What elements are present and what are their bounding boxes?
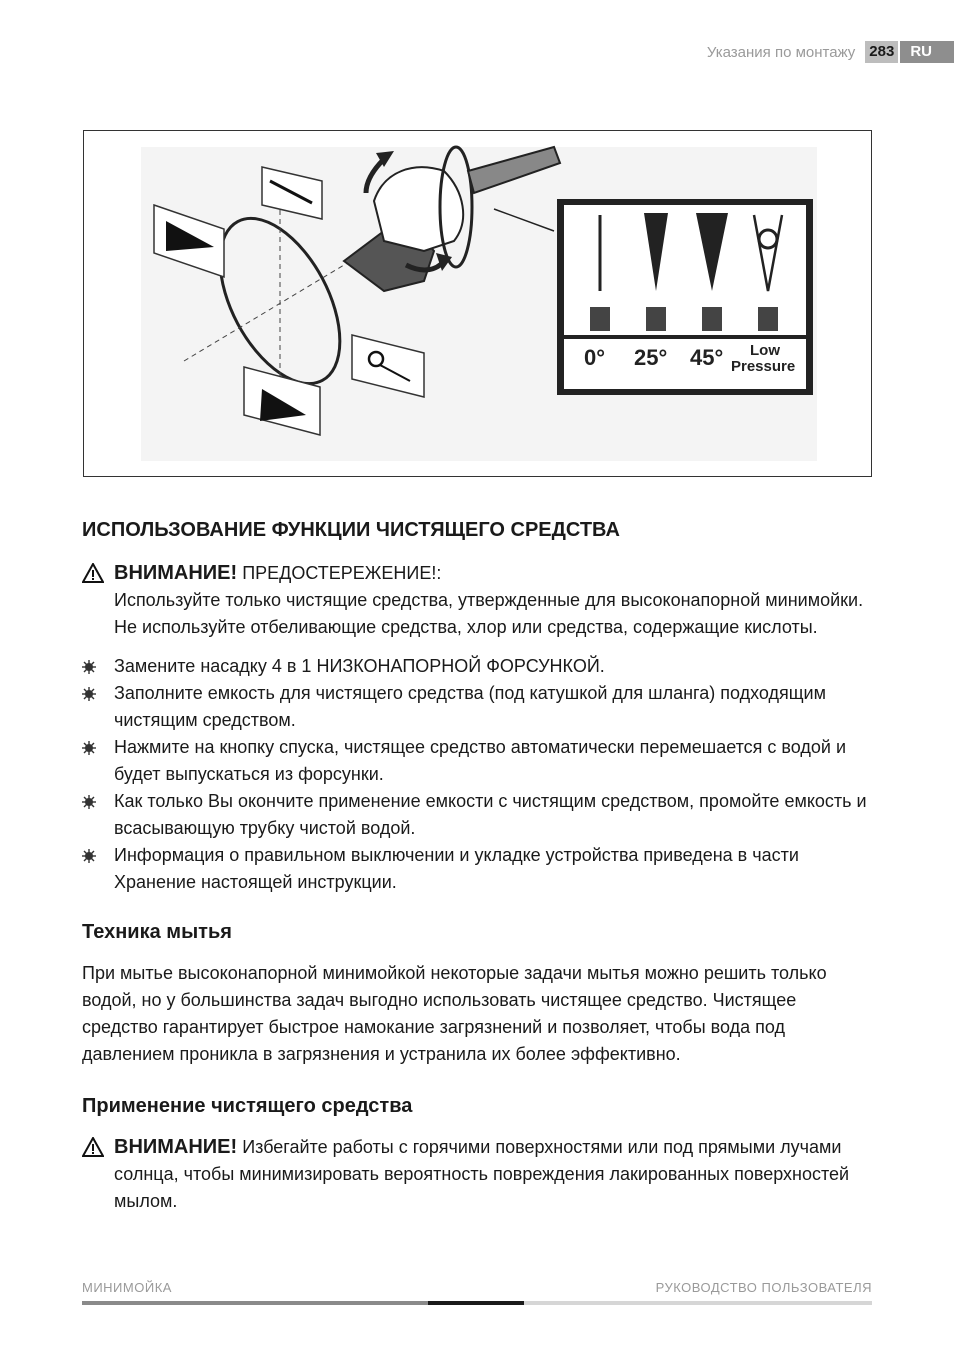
warning-text: Используйте только чистящие средства, утвержденные для высоконапорной минимойки. Не используйте отбеливающие средства, хлор или средства, содержащие кислоты. — [114, 590, 864, 637]
list-item-text: Замените насадку 4 в 1 НИЗКОНАПОРНОЙ ФОРСУНКОЙ. — [114, 656, 605, 676]
nozzle-tip-25-icon — [646, 307, 666, 331]
nozzle-tip-45-icon — [702, 307, 722, 331]
instruction-list — [82, 653, 874, 896]
warning-label: ВНИМАНИЕ! — [114, 562, 238, 584]
language-badge: RU — [900, 41, 954, 63]
application-title: Применение чистящего средства — [82, 1095, 413, 1117]
warning-icon — [82, 563, 104, 583]
low-pressure-label-line2: Pressure — [731, 358, 796, 375]
bullet-icon — [82, 741, 96, 755]
list-item — [82, 653, 874, 680]
list-item — [82, 842, 874, 896]
warning-label: ВНИМАНИЕ! — [114, 1136, 238, 1158]
footer-bar-black — [428, 1301, 524, 1305]
nozzle-tip-0-icon — [590, 307, 610, 331]
nozzle-diagram — [84, 131, 871, 476]
footer-product-name: МИНИМОЙКА — [82, 1280, 172, 1295]
warning-text: Избегайте работы с горячими поверхностями или под прямыми лучами солнца, чтобы минимизировать вероятность повреждения лакированных поверхностей мылом. — [114, 1137, 850, 1211]
list-item — [82, 734, 874, 788]
warning-block — [82, 560, 874, 641]
list-item — [82, 680, 874, 734]
application-warning — [82, 1134, 874, 1215]
footer-bar-light — [524, 1301, 872, 1305]
technique-text: При мытье высоконапорной минимойкой некоторые задачи мытья можно решить только водой, но у большинства задач выгодно использовать чистящее средство. Чистящее средство гарантирует быстрое намокание загрязнений и позволяет, чтобы вода под давлением проникла в загрязнения и устранила их более эффективно. — [82, 963, 827, 1064]
angle-25-label: 25° — [634, 345, 668, 370]
bullet-icon — [82, 795, 96, 809]
hand-icon — [374, 167, 463, 251]
list-item-text: Как только Вы окончите применение емкости с чистящим средством, промойте емкость и всасывающую трубку чистой водой. — [114, 791, 867, 838]
list-item — [82, 788, 874, 842]
nozzle-tip-low-icon — [758, 307, 778, 331]
list-item-text: Нажмите на кнопку спуска, чистящее средство автоматически перемешается с водой и будет выпускаться из форсунки. — [114, 737, 847, 784]
main-content — [82, 516, 874, 1227]
technique-title: Техника мытья — [82, 921, 232, 943]
warning-icon — [82, 1137, 104, 1157]
header-section-title: Указания по монтажу — [706, 43, 856, 61]
nozzle-illustration — [83, 130, 872, 477]
section-title: ИСПОЛЬЗОВАНИЕ ФУНКЦИИ ЧИСТЯЩЕГО СРЕДСТВА — [82, 519, 620, 541]
list-item-text: Заполните емкость для чистящего средства (под катушкой для шланга) подходящим чистящим средством. — [114, 683, 826, 730]
footer-doc-name: РУКОВОДСТВО ПОЛЬЗОВАТЕЛЯ — [655, 1280, 872, 1295]
footer-bar-gray — [82, 1301, 428, 1305]
bullet-icon — [82, 687, 96, 701]
warning-heading: ПРЕДОСТЕРЕЖЕНИЕ!: — [242, 563, 442, 583]
page-number: 283 — [865, 41, 898, 63]
bullet-icon — [82, 660, 96, 674]
angle-45-label: 45° — [690, 345, 724, 370]
low-pressure-label-line1: Low — [750, 342, 780, 359]
list-item-text: Информация о правильном выключении и укладке устройства приведена в части Хранение настоящей инструкции. — [114, 845, 799, 892]
bullet-icon — [82, 849, 96, 863]
page-header — [707, 41, 954, 63]
angle-0-label: 0° — [584, 345, 606, 370]
